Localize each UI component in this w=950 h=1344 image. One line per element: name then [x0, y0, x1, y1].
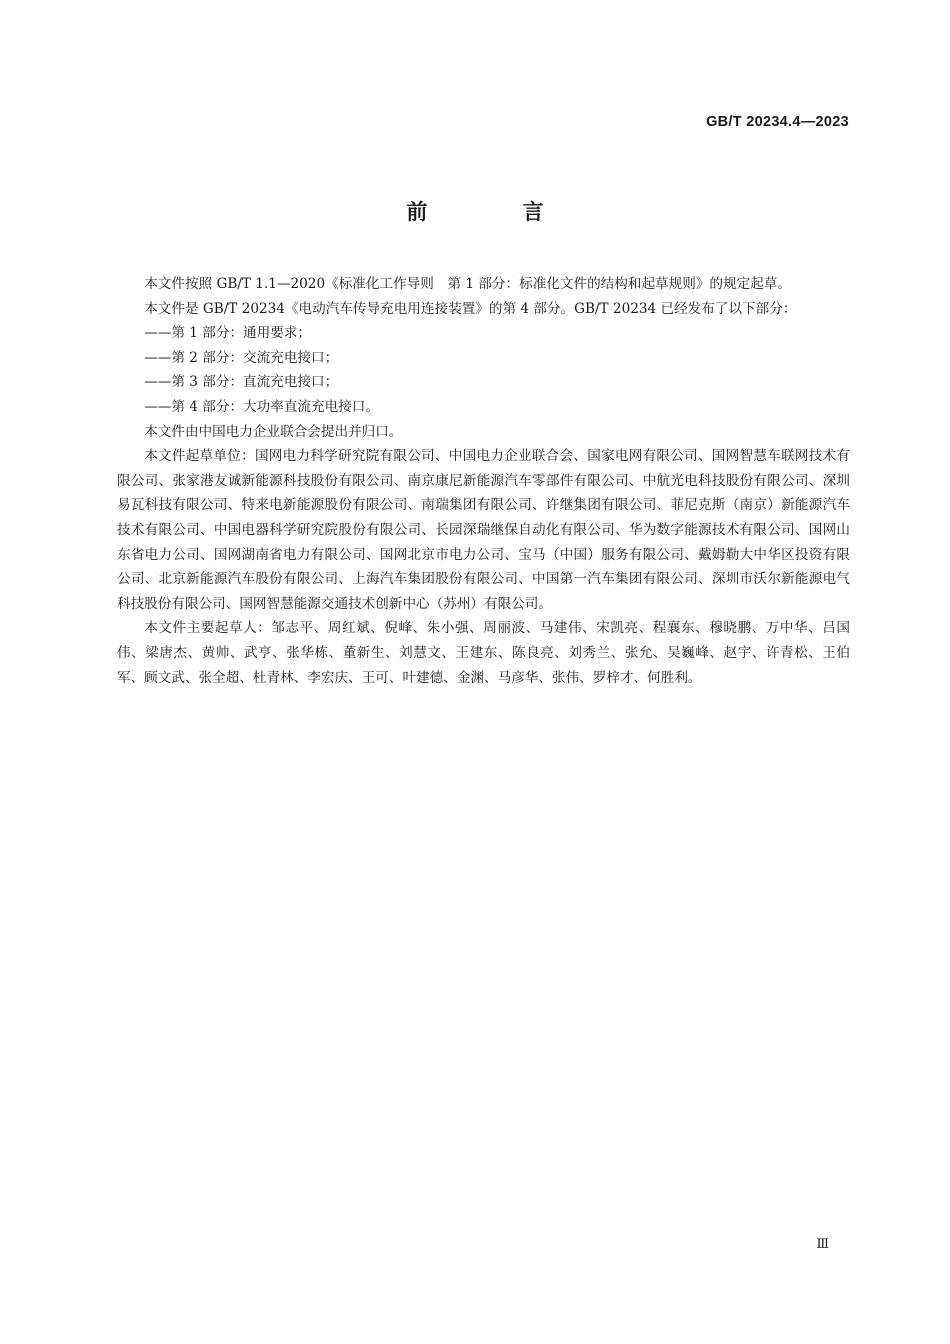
page-title: 前 言 [406, 200, 588, 224]
paragraph-proposer: 本文件由中国电力企业联合会提出并归口。 [144, 423, 403, 440]
paragraph-drafting-units: 本文件起草单位：国网电力科学研究院有限公司、中国电力企业联合会、国家电网有限公司、国网智慧车联网技术有限公司、张家港友诚新能源科技股份有限公司、南京康尼新能源汽车零部件有限公司、中航光电科技股份有限公司、深圳易瓦科技有限公司、特来电新能源股份有限公司、南瑞集团有限公司、许继集团有限公司、菲尼克斯（南京）新能源汽车技术有限公司、中国电器科学研究院股份有限公司、长园深瑞继保自动化有限公司、华为数字能源技术有限公司、国网山东省电力公司、国网湖南省电力有限公司、国网北京市电力公司、宝马（中国）服务有限公司、戴姆勒大中华区投资有限公司、北京新能源汽车股份有限公司、上海汽车集团股份有限公司、中国第一汽车集团有限公司、深圳市沃尔新能源电气科技股份有限公司、国网智慧能源交通技术创新中心（苏州）有限公司。 [117, 448, 850, 612]
foreword-body [117, 272, 850, 690]
page-number: Ⅲ [816, 1236, 829, 1251]
paragraph-series-intro: 本文件是 GB/T 20234《电动汽车传导充电用连接装置》的第 4 部分。GB/T 20234 已经发布了以下部分： [144, 300, 797, 317]
list-item: ——第 1 部分：通用要求； [144, 325, 312, 342]
paragraph-drafters: 本文件主要起草人：邹志平、周红斌、倪峰、朱小强、周丽波、马建伟、宋凯亮、程襄东、穆晓鹏、万中华、吕国伟、梁唐杰、黄帅、武亨、张华栋、董新生、刘慧文、王建东、陈良亮、刘秀兰、张允、吴巍峰、赵宇、许青松、王伯军、顾文武、张全超、杜青林、李宏庆、王可、叶建德、金渊、马彦华、张伟、罗梓才、何胜利。 [117, 620, 850, 686]
list-item: ——第 4 部分：大功率直流充电接口。 [144, 398, 379, 415]
standard-code: GB/T 20234.4—2023 [706, 114, 849, 130]
list-item: ——第 3 部分：直流充电接口； [144, 374, 339, 391]
list-item: ——第 2 部分：交流充电接口； [144, 349, 339, 366]
paragraph-drafting-rules: 本文件按照 GB/T 1.1—2020《标准化工作导则 第 1 部分：标准化文件的结构和起草规则》的规定起草。 [144, 276, 791, 292]
